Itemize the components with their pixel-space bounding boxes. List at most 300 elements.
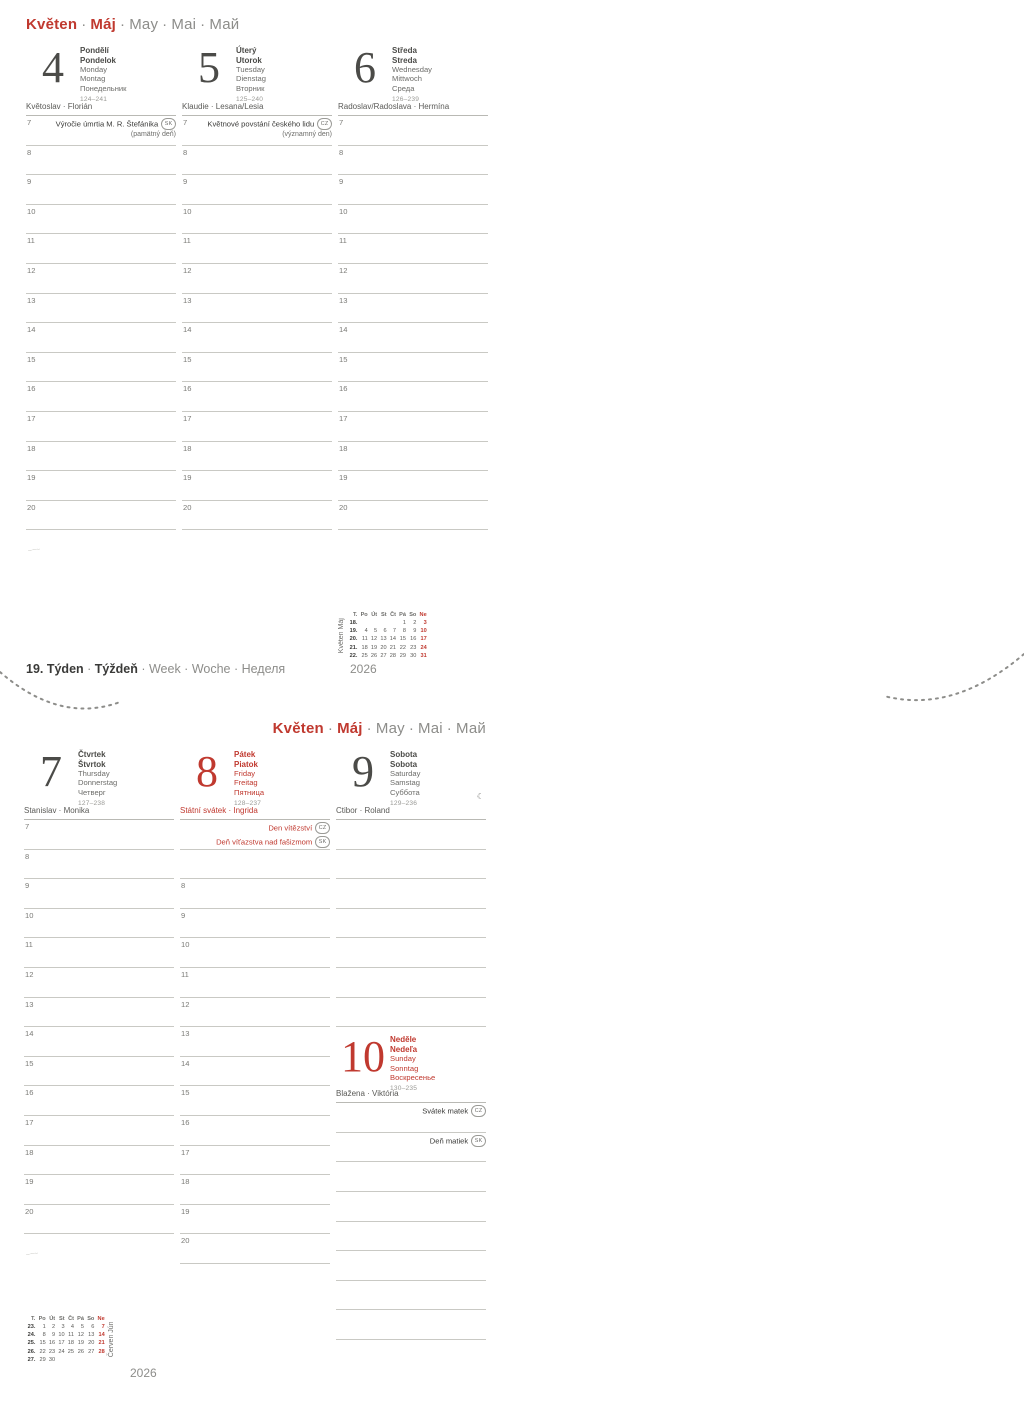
mini-month-may[interactable]	[336, 611, 490, 660]
day-names-8	[234, 748, 264, 808]
notes-row[interactable]	[338, 530, 488, 560]
event-entry[interactable]: Deň matiek SK	[430, 1135, 486, 1147]
notes-row[interactable]	[24, 1234, 174, 1264]
header-sep-1: ·	[81, 16, 87, 33]
hour-label: 7	[27, 118, 32, 127]
hour-row[interactable]	[336, 998, 486, 1028]
hour-label: 7	[339, 118, 344, 127]
mini-row: 21. 18 19 20 21 22 23 24	[349, 644, 427, 651]
region-tag: CZ	[315, 822, 330, 834]
hour-row[interactable]	[182, 264, 332, 294]
hour-row[interactable]	[336, 850, 486, 880]
mini-row: 24. 8 9 10 11 12 13 14	[27, 1332, 105, 1339]
header-month-cz: Květen	[26, 16, 78, 33]
mini-row: 23. 1 2 3 4 5 6 7	[27, 1323, 105, 1330]
hour-row[interactable]	[336, 1133, 486, 1163]
day-count-8: 128–237	[234, 799, 262, 807]
header-sep-2: ·	[120, 16, 126, 33]
hour-row[interactable]	[24, 998, 174, 1028]
nameday-7: Stanislav · Monika	[24, 806, 174, 820]
hour-row[interactable]	[336, 909, 486, 939]
left-page	[0, 0, 512, 704]
hour-grid-6	[338, 116, 488, 560]
hour-label: 12	[183, 265, 192, 275]
mini-row: 26. 22 23 24 25 26 27 28	[27, 1348, 105, 1355]
day-name-cz-5: Úterý	[236, 46, 257, 55]
nameday-9: Ctibor · Roland	[336, 806, 486, 820]
hour-label: 11	[183, 236, 191, 246]
hour-row[interactable]	[180, 938, 330, 968]
day-header-7	[24, 748, 174, 806]
hour-row[interactable]	[24, 820, 174, 850]
hour-label: 8	[183, 147, 188, 157]
hour-row[interactable]	[24, 1057, 174, 1087]
hour-label: 17	[183, 413, 192, 423]
mini-week: 21.	[349, 644, 358, 651]
hour-label: 7	[183, 118, 188, 127]
hour-row[interactable]	[182, 442, 332, 472]
hour-row[interactable]	[336, 938, 486, 968]
hour-label: 11	[27, 236, 35, 246]
hour-grid-8	[180, 820, 330, 1264]
hour-label: 10	[25, 910, 34, 920]
hour-row[interactable]	[338, 175, 488, 205]
mini-col-mo: Po	[360, 611, 368, 618]
hour-label: 17	[27, 413, 36, 423]
event-entry[interactable]: Květnové povstání českého lidu CZ (významný den)	[207, 119, 332, 138]
day-name-de-6: Mittwoch	[392, 74, 422, 84]
day-header-5	[182, 44, 332, 102]
hour-label: 16	[339, 384, 348, 394]
hour-row[interactable]	[24, 909, 174, 939]
hour-row[interactable]	[338, 412, 488, 442]
hour-row[interactable]	[182, 146, 332, 176]
header-month-sk: Máj	[90, 16, 117, 33]
day-name-cz-7: Čtvrtek	[78, 750, 106, 759]
hour-row[interactable]	[338, 264, 488, 294]
moon-phase-icon: ☾	[476, 792, 484, 801]
hour-row[interactable]	[24, 850, 174, 880]
hour-row[interactable]	[24, 1086, 174, 1116]
hour-label: 8	[27, 147, 32, 157]
mini-header-row	[348, 611, 428, 619]
hour-row[interactable]	[182, 382, 332, 412]
mini-col-fr: Pá	[77, 1315, 85, 1322]
hour-label: 13	[181, 1029, 190, 1039]
hour-row[interactable]	[336, 1281, 486, 1311]
mini-row: 22. 25 26 27 28 29 30 31	[349, 652, 427, 659]
hour-row[interactable]	[24, 1175, 174, 1205]
day-number-4: 4	[42, 43, 64, 92]
hour-label: 16	[27, 384, 36, 394]
right-page	[0, 704, 512, 1408]
header-sep-3-right: ·	[408, 720, 415, 737]
day-name-sk-6: Streda	[392, 55, 417, 65]
hour-row[interactable]	[24, 1027, 174, 1057]
hour-row[interactable]	[26, 382, 176, 412]
hour-row[interactable]	[26, 442, 176, 472]
hour-row[interactable]	[182, 323, 332, 353]
day-name-sk-10: Nedeľa	[390, 1044, 418, 1054]
day-name-ru-6: Среда	[392, 83, 415, 93]
mini-week: 26.	[27, 1348, 36, 1355]
hour-label: 18	[27, 443, 36, 453]
hour-label: 9	[25, 881, 30, 891]
hour-label: 14	[339, 325, 348, 335]
hour-row[interactable]	[24, 968, 174, 998]
hour-label: 18	[339, 443, 348, 453]
day-column-4[interactable]	[26, 44, 176, 560]
hour-row[interactable]	[338, 442, 488, 472]
day-column-6[interactable]	[338, 44, 488, 560]
hour-label: 12	[181, 999, 190, 1009]
header-month-de-right: Mai	[418, 720, 443, 737]
day-name-en-5: Tuesday	[236, 65, 265, 75]
hour-row[interactable]	[336, 1103, 486, 1133]
day-names-9	[390, 748, 420, 808]
day-number-10: 10	[341, 1032, 385, 1082]
hour-label: 16	[181, 1117, 190, 1127]
hour-row[interactable]	[24, 938, 174, 968]
hour-label: 12	[27, 265, 36, 275]
hour-row[interactable]	[26, 323, 176, 353]
hour-row[interactable]	[336, 879, 486, 909]
mini-week: 23.	[27, 1323, 36, 1330]
hour-row[interactable]	[338, 205, 488, 235]
header-sep-4-right: ·	[446, 720, 452, 737]
header-month-sk-right: Máj	[337, 720, 363, 737]
hour-label: 11	[25, 940, 33, 950]
hour-row[interactable]	[338, 116, 488, 146]
day-name-de-8: Freitag	[234, 778, 258, 788]
hour-row[interactable]	[26, 294, 176, 324]
mini-col-sa: So	[87, 1315, 95, 1322]
day-name-cz-8: Pátek	[234, 750, 256, 759]
hour-row[interactable]	[182, 471, 332, 501]
header-month-ru-right: Май	[456, 720, 486, 737]
header-sep-2-right: ·	[366, 720, 372, 737]
day-names-7	[78, 748, 117, 808]
hour-row[interactable]	[26, 264, 176, 294]
mini-month-table	[26, 1315, 106, 1364]
header-month-ru: Май	[209, 16, 240, 33]
day-header-9	[336, 748, 486, 806]
hour-label: 12	[25, 969, 34, 979]
hour-row[interactable]	[338, 234, 488, 264]
hour-label: 15	[25, 1058, 34, 1068]
hour-label: 16	[183, 384, 192, 394]
hour-label: 13	[27, 295, 36, 305]
day-header-8	[180, 748, 330, 806]
mini-row: 27. 29 30	[27, 1356, 56, 1363]
hour-row[interactable]	[180, 879, 330, 909]
hour-row[interactable]	[338, 471, 488, 501]
hour-label: 10	[181, 940, 190, 950]
nameday-10: Blažena · Viktória	[336, 1089, 486, 1103]
hour-grid-5	[182, 116, 332, 560]
day-name-de-9: Samstag	[390, 778, 420, 788]
day-name-cz-4: Pondělí	[80, 46, 109, 55]
mini-week: 22.	[349, 652, 358, 659]
day-name-en-10: Sunday	[390, 1054, 416, 1064]
hour-label: 15	[183, 354, 192, 364]
day-column-5[interactable]	[182, 44, 332, 560]
day-name-en-9: Saturday	[390, 769, 421, 779]
day-header-6	[338, 44, 488, 102]
hour-row[interactable]	[26, 175, 176, 205]
hour-label: 20	[339, 502, 348, 512]
hour-label: 18	[25, 1147, 34, 1157]
notes-scribble: ~~~	[27, 546, 41, 555]
hour-label: 20	[183, 502, 192, 512]
day-name-de-4: Montag	[80, 74, 106, 84]
day-name-sk-4: Pondelok	[80, 55, 117, 65]
day-number-8: 8	[196, 747, 218, 796]
day-name-en-4: Monday	[80, 65, 108, 75]
day-names-10	[390, 1033, 435, 1093]
mini-header-row	[26, 1315, 106, 1323]
hour-row[interactable]	[180, 1057, 330, 1087]
hour-row[interactable]	[182, 234, 332, 264]
day-names-6	[392, 44, 432, 104]
hour-label: 10	[183, 206, 192, 216]
region-tag: SK	[161, 118, 176, 130]
day-name-de-7: Donnerstag	[78, 778, 118, 788]
mini-col-week: T.	[353, 611, 358, 618]
day-name-ru-7: Четверг	[78, 787, 106, 797]
mini-row: 19. 4 5 6 7 8 9 10	[349, 628, 427, 635]
hour-grid-7	[24, 820, 174, 1264]
mini-col-mo: Po	[38, 1315, 46, 1322]
mini-week: 27.	[27, 1356, 36, 1363]
event-entry[interactable]: Den vítězství CZ	[268, 822, 330, 834]
hour-label: 11	[181, 969, 189, 979]
day-name-de-5: Dienstag	[236, 74, 266, 84]
mini-week: 24.	[27, 1332, 36, 1339]
hour-label: 17	[181, 1147, 190, 1157]
mini-week: 19.	[349, 628, 358, 635]
day-name-de-10: Sonntag	[390, 1063, 419, 1073]
hour-label: 15	[27, 354, 36, 364]
hour-row[interactable]	[24, 1205, 174, 1235]
mini-col-tu: Út	[371, 611, 378, 618]
hour-label: 14	[25, 1029, 34, 1039]
notes-scribble: ~~~	[25, 1250, 39, 1259]
hour-label: 8	[181, 881, 186, 891]
hour-row[interactable]	[24, 1116, 174, 1146]
hour-label: 19	[183, 473, 192, 483]
hour-label: 16	[25, 1088, 34, 1098]
mini-col-su: Ne	[97, 1315, 105, 1322]
hour-label: 11	[339, 236, 347, 246]
hour-row[interactable]	[336, 1222, 486, 1252]
hour-label: 13	[183, 295, 192, 305]
hour-row[interactable]	[336, 968, 486, 998]
nameday-8: Státní svátek · Ingrida	[180, 806, 330, 820]
left-page-header	[26, 16, 488, 34]
day-column-7[interactable]	[24, 748, 174, 1340]
mini-row: 25. 15 16 17 18 19 20 21	[27, 1340, 105, 1347]
hour-label: 12	[339, 265, 348, 275]
hour-row[interactable]	[338, 323, 488, 353]
mini-col-sa: So	[409, 611, 417, 618]
header-sep-1-right: ·	[327, 720, 334, 737]
hour-row[interactable]	[180, 1116, 330, 1146]
hour-row[interactable]	[336, 820, 486, 850]
nameday-5: Klaudie · Lesana/Lesia	[182, 102, 332, 116]
hour-row[interactable]	[182, 412, 332, 442]
mini-col-tu: Út	[49, 1315, 56, 1322]
day-name-ru-10: Воскресенье	[390, 1072, 436, 1082]
day-number-7: 7	[40, 747, 62, 796]
hour-row[interactable]	[180, 1234, 330, 1264]
year-right: 2026	[130, 1366, 157, 1380]
footer-sep-2: ·	[141, 662, 149, 676]
mini-col-we: St	[380, 611, 387, 618]
hour-row[interactable]	[26, 471, 176, 501]
mini-month-table	[348, 611, 428, 660]
mini-col-we: St	[58, 1315, 65, 1322]
hour-grid-4	[26, 116, 176, 560]
day-count-7: 127–238	[78, 799, 106, 807]
region-tag: CZ	[471, 1105, 486, 1117]
day-number-9: 9	[352, 747, 374, 796]
hour-label: 13	[25, 999, 34, 1009]
hour-label: 9	[27, 177, 32, 187]
event-entry[interactable]: Svátek matek CZ	[422, 1105, 486, 1117]
event-entry[interactable]: Deň víťazstva nad fašizmom SK	[216, 836, 330, 848]
hour-label: 18	[183, 443, 192, 453]
right-day-columns	[24, 748, 486, 1340]
hour-label: 8	[339, 147, 344, 157]
hour-label: 14	[27, 325, 36, 335]
left-day-columns	[26, 44, 488, 560]
mini-month-label: Červen Jún	[108, 1321, 116, 1358]
hour-row[interactable]	[180, 1175, 330, 1205]
hour-row[interactable]	[180, 837, 330, 880]
day-name-cz-6: Středa	[392, 46, 417, 55]
hour-row[interactable]	[338, 146, 488, 176]
day-name-cz-9: Sobota	[390, 750, 418, 759]
day-name-ru-5: Вторник	[236, 83, 265, 93]
mini-col-week: T.	[31, 1315, 36, 1322]
mini-col-su: Ne	[419, 611, 427, 618]
event-entry[interactable]: Výročie úmrtia M. R. Štefánika SK (pamätný deň)	[55, 119, 176, 138]
mini-week: 18.	[349, 619, 358, 626]
hour-row[interactable]	[182, 175, 332, 205]
hour-row[interactable]	[26, 205, 176, 235]
hour-row[interactable]	[336, 1251, 486, 1281]
hour-row[interactable]	[338, 353, 488, 383]
day-name-cz-10: Neděle	[390, 1035, 417, 1045]
notes-row[interactable]	[182, 530, 332, 560]
nameday-6: Radoslav/Radoslava · Hermína	[338, 102, 488, 116]
hour-row[interactable]	[26, 501, 176, 531]
hour-label: 9	[181, 910, 186, 920]
hour-row[interactable]	[26, 146, 176, 176]
week-footer	[26, 662, 285, 676]
hour-grid-9	[336, 820, 486, 1340]
hour-row[interactable]	[180, 1027, 330, 1057]
hour-row[interactable]	[26, 116, 176, 146]
hour-row[interactable]	[180, 1086, 330, 1116]
hour-row[interactable]	[24, 879, 174, 909]
hour-label: 15	[339, 354, 348, 364]
hour-row[interactable]	[182, 353, 332, 383]
hour-row[interactable]	[26, 234, 176, 264]
day-name-sk-5: Utorok	[236, 55, 262, 65]
region-tag: SK	[471, 1135, 486, 1147]
hour-row[interactable]	[24, 1146, 174, 1176]
day-name-sk-8: Piatok	[234, 759, 259, 769]
hour-label: 13	[339, 295, 348, 305]
hour-label: 15	[181, 1088, 190, 1098]
hour-label: 14	[181, 1058, 190, 1068]
header-sep-3: ·	[162, 16, 168, 33]
hour-row[interactable]	[182, 116, 332, 146]
hour-row[interactable]	[182, 294, 332, 324]
hour-row[interactable]	[26, 353, 176, 383]
mini-row: 18. 1 2 3	[349, 619, 427, 626]
week-label-sk: Týždeň	[94, 662, 138, 676]
hour-row[interactable]	[180, 909, 330, 939]
mini-month-june[interactable]	[26, 1315, 180, 1364]
hour-row[interactable]	[182, 501, 332, 531]
hour-row[interactable]	[182, 205, 332, 235]
day-name-en-8: Friday	[234, 769, 256, 779]
header-sep-4: ·	[200, 16, 206, 33]
footer-sep-1: ·	[87, 662, 95, 676]
hour-label: 19	[27, 473, 36, 483]
hour-row[interactable]	[336, 1192, 486, 1222]
day-header-10	[336, 1032, 486, 1092]
mini-week: 20.	[349, 636, 358, 643]
hour-row[interactable]	[336, 1162, 486, 1192]
mini-row: 20. 11 12 13 14 15 16 17	[349, 636, 427, 643]
hour-label: 19	[25, 1177, 34, 1187]
day-column-9[interactable]	[336, 748, 486, 1340]
hour-row[interactable]	[180, 1146, 330, 1176]
hour-label: 7	[25, 822, 30, 831]
header-month-en: May	[129, 16, 159, 33]
hour-row[interactable]	[338, 382, 488, 412]
notes-row[interactable]	[26, 530, 176, 560]
day-count-4: 124–241	[80, 95, 108, 103]
hour-row[interactable]	[338, 501, 488, 531]
header-month-en-right: May	[375, 720, 405, 737]
day-names-4	[80, 44, 126, 104]
hour-label: 14	[183, 325, 192, 335]
hour-row[interactable]	[180, 998, 330, 1028]
day-header-4	[26, 44, 176, 102]
hour-row[interactable]	[338, 294, 488, 324]
day-number-5: 5	[198, 43, 220, 92]
day-count-5: 125–240	[236, 95, 264, 103]
hour-label: 9	[183, 177, 188, 187]
day-number-6: 6	[354, 43, 376, 92]
day-count-6: 126–239	[392, 95, 420, 103]
day-name-en-6: Wednesday	[392, 65, 432, 75]
hour-row[interactable]	[336, 1310, 486, 1340]
hour-row[interactable]	[180, 968, 330, 998]
hour-row[interactable]	[180, 1205, 330, 1235]
hour-label: 10	[339, 206, 348, 216]
hour-row[interactable]	[26, 412, 176, 442]
day-count-10: 130–235	[390, 1084, 418, 1092]
mini-week: 25.	[27, 1340, 36, 1347]
day-name-ru-4: Понедельник	[80, 83, 127, 93]
day-column-8[interactable]	[180, 748, 330, 1340]
